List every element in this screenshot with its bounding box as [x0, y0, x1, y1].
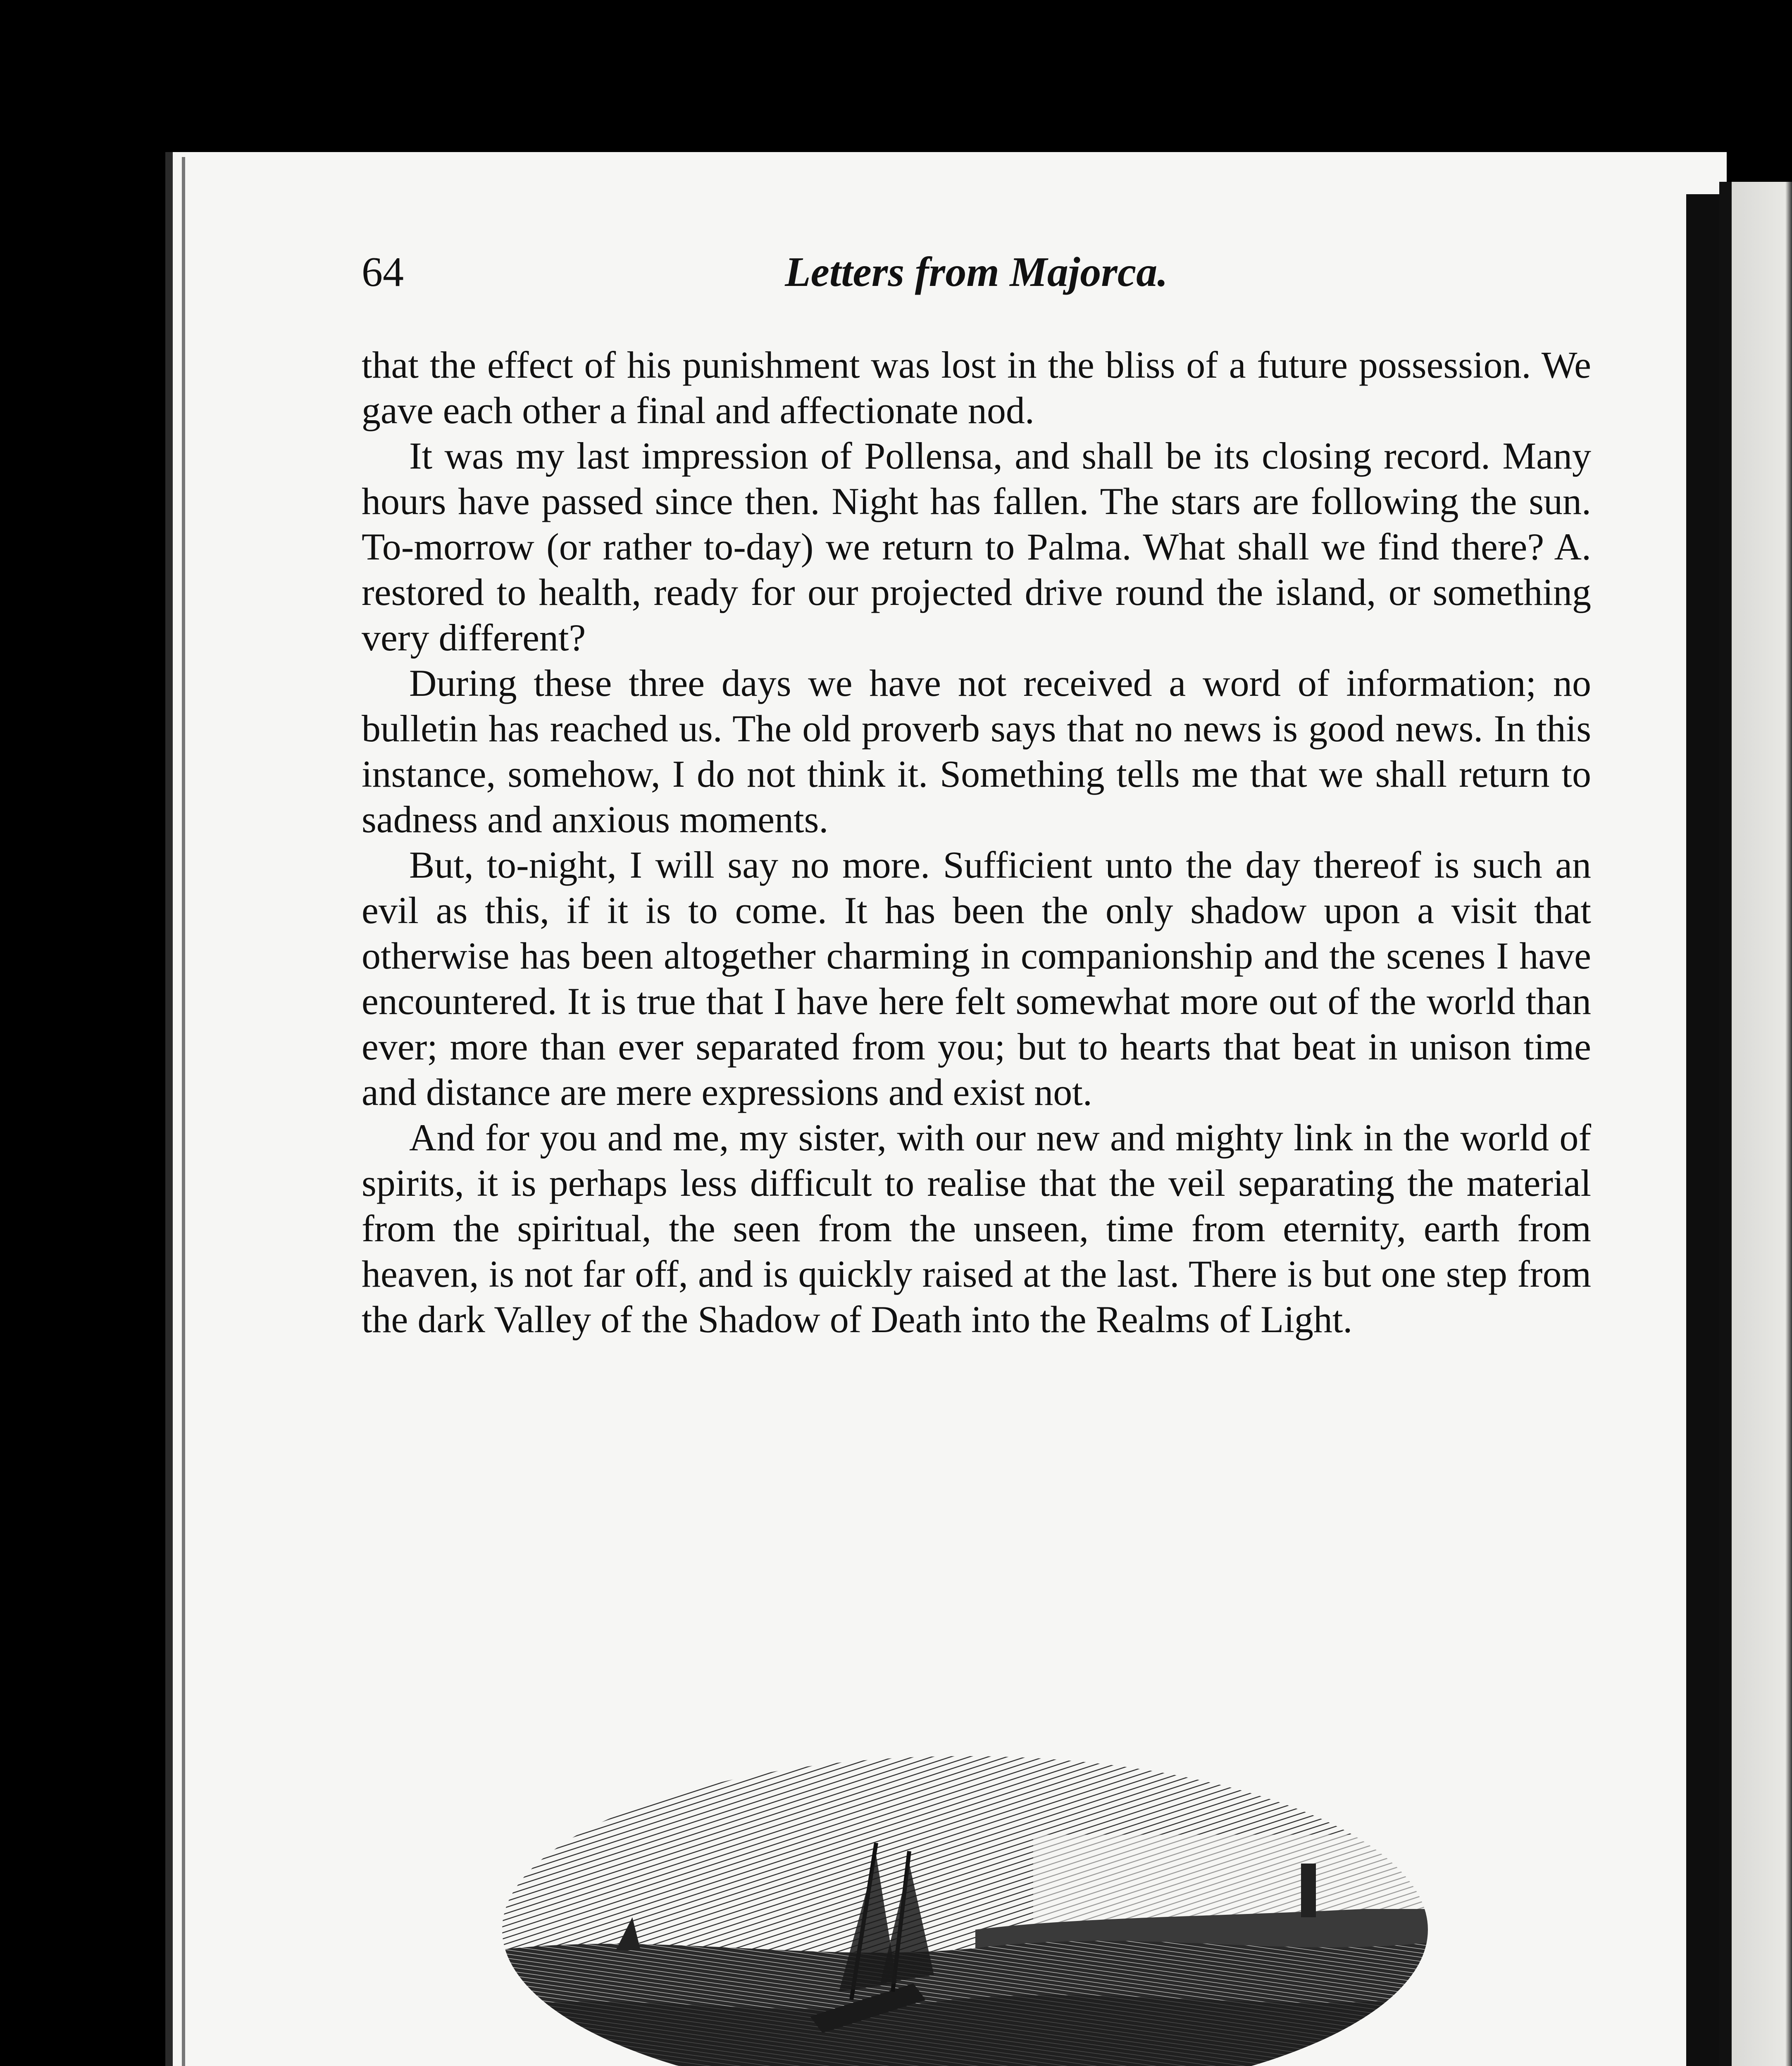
next-page-edge: [1719, 182, 1792, 2066]
page-header: [362, 248, 1591, 306]
binding-shadow: [1686, 194, 1719, 2066]
page-number: 64: [362, 249, 404, 295]
paragraph: During these three days we have not received a word of information; no bulletin has reached us. The old proverb says that no news is good news. In this instance, somehow, I do not think it. Something tells me that we shall return to sadness and anxious moments.: [362, 662, 1591, 840]
ship-engraving-illustration: [496, 1752, 1434, 2066]
running-title: Letters from Majorca.: [785, 249, 1168, 295]
paragraph: But, to-night, I will say no more. Sufficient unto the day thereof is such an evil as this, if it is to come. It has been the only shadow upon a visit that otherwise has been altogether charming in companionship and the scenes I have encountered. It is true that I have here felt somewhat more out of the world than ever; more than ever separated from you; but to hearts that beat in unison time and distance are mere expressions and exist not.: [362, 844, 1591, 1113]
paragraph: It was my last impression of Pollensa, and shall be its closing record. Many hours have passed since then. Night has fallen. The stars are following the sun. To-morrow (or rather to-day) we return to Palma. What shall we find there? A. restored to health, ready for our projected drive round the island, or something very different?: [362, 435, 1591, 659]
body-text: [362, 342, 1591, 1342]
paragraph: And for you and me, my sister, with our new and mighty link in the world of spirits, it is perhaps less difficult to realise that the veil separating the material from the spiritual, the seen from the unseen, time from eternity, earth from heaven, is not far off, and is quickly raised at the last. There is but one step from the dark Valley of the Shadow of Death into the Realms of Light.: [362, 1116, 1591, 1340]
page-edge: [182, 157, 185, 2066]
paragraph: that the effect of his punishment was lost in the bliss of a future possession. We gave each other a final and affectionate nod.: [362, 344, 1591, 431]
